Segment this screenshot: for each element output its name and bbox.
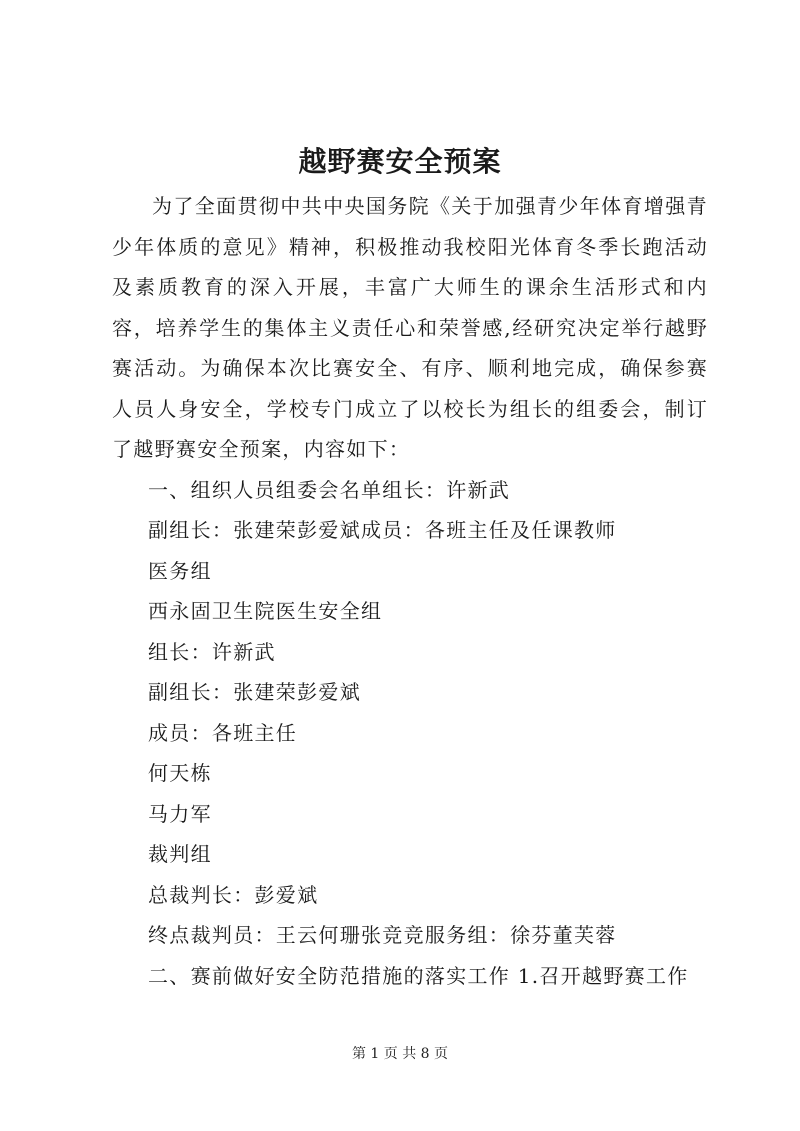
body-line: 组长：许新武 xyxy=(148,639,276,664)
body-line: 成员：各班主任 xyxy=(148,720,298,745)
body-line: 西永固卫生院医生安全组 xyxy=(148,599,383,623)
body-line: 副组长：张建荣彭爱斌 xyxy=(148,680,361,704)
body-line: 裁判组 xyxy=(148,842,212,866)
body-line: 二、赛前做好安全防范措施的落实工作 1.召开越野赛工作 xyxy=(148,963,689,988)
document-body xyxy=(112,186,708,996)
body-line: 一、组织人员组委会名单组长：许新武 xyxy=(148,477,511,502)
document-title: 越野赛安全预案 xyxy=(298,145,502,178)
body-line: 医务组 xyxy=(148,558,212,583)
body-line: 马力军 xyxy=(148,801,212,826)
body-line: 终点裁判员：王云何珊张竞竞服务组：徐芬董芙蓉 xyxy=(148,923,617,947)
body-line: 总裁判长：彭爱斌 xyxy=(148,882,319,907)
body-line: 何天栋 xyxy=(148,761,212,785)
page-number-footer: 第 1 页 共 8 页 xyxy=(351,1046,449,1062)
intro-paragraph: 为了全面贯彻中共中央国务院《关于加强青少年体育增强青少年体质的意见》精神，积极推动我校阳光体育冬季长跑活动及素质教育的深入开展，丰富广大师生的课余生活形式和内容，培养学生的集体主义责任心和荣誉感,经研究决定举行越野赛活动。为确保本次比赛安全、有序、顺利地完成，确保参赛人员人身安全，学校专门成立了以校长为组长的组委会，制订了越野赛安全预案，内容如下： xyxy=(112,194,708,461)
body-line: 副组长：张建荣彭爱斌成员：各班主任及任课教师 xyxy=(148,518,617,542)
